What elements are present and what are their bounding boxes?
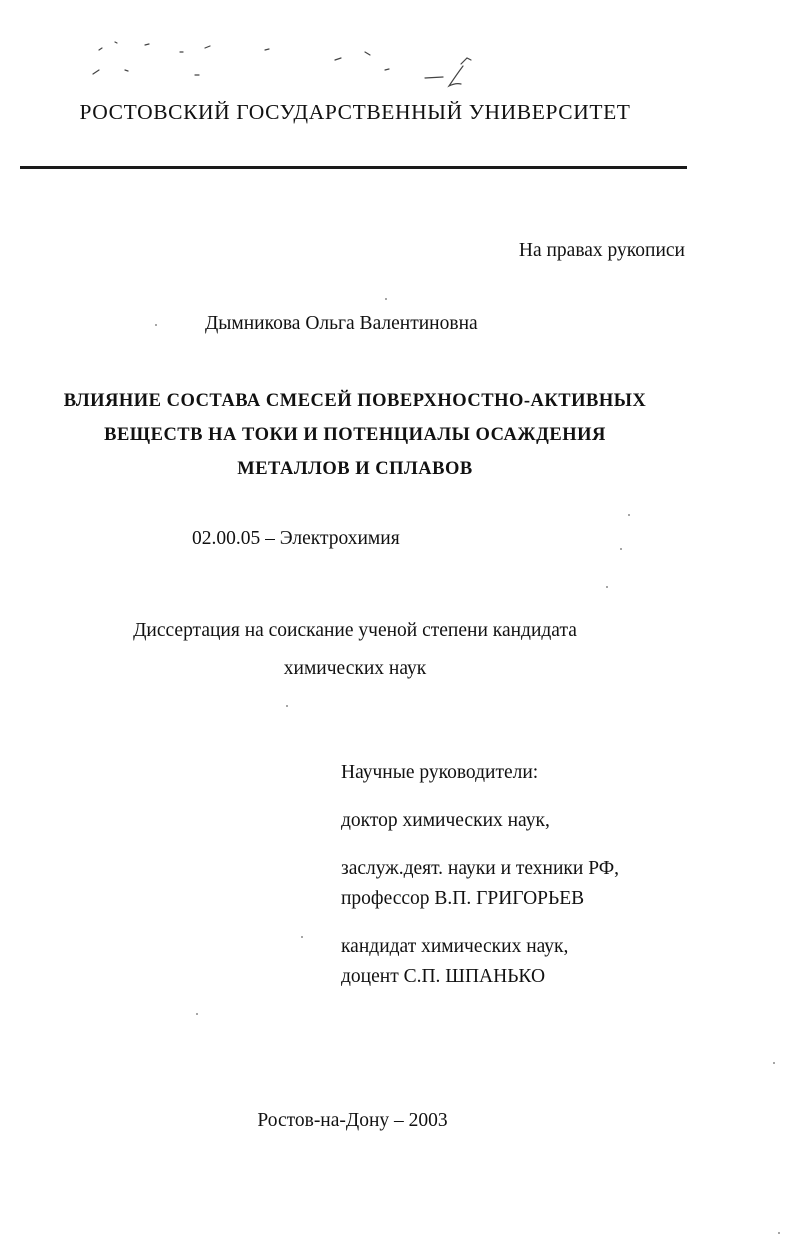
scan-speck [286, 705, 288, 707]
scan-speck [773, 1062, 775, 1064]
title-line: ВЕЩЕСТВ НА ТОКИ И ПОТЕНЦИАЛЫ ОСАЖДЕНИЯ [104, 425, 606, 445]
author-name: Дымникова Ольга Валентиновна [205, 313, 478, 334]
scan-speck [628, 514, 630, 516]
title-line: МЕТАЛЛОВ И СПЛАВОВ [237, 459, 473, 479]
scan-speck [620, 548, 622, 550]
advisor1-honor: заслуж.деят. науки и техники РФ, [341, 858, 619, 879]
scan-speck [385, 298, 387, 300]
dissertation-title [0, 384, 710, 486]
advisor2-name: доцент С.П. ШПАНЬКО [341, 966, 546, 987]
scan-speck [606, 586, 608, 588]
scan-speck [778, 1232, 780, 1234]
title-line: ВЛИЯНИЕ СОСТАВА СМЕСЕЙ ПОВЕРХНОСТНО-АКТИВНЫХ [63, 391, 647, 411]
degree-line: химических наук [283, 658, 427, 679]
specialty-code: 02.00.05 – Электрохимия [192, 528, 400, 549]
scan-speck [301, 936, 303, 938]
scan-speck [155, 324, 157, 326]
advisors-block [341, 758, 619, 992]
handwritten-mark [85, 30, 485, 95]
degree-line: Диссертация на соискание ученой степени кандидата [133, 620, 577, 641]
advisor2-degree: кандидат химических наук, [341, 936, 569, 957]
university-name: РОСТОВСКИЙ ГОСУДАРСТВЕННЫЙ УНИВЕРСИТЕТ [79, 100, 631, 124]
scan-speck [196, 1013, 198, 1015]
advisor1-name: профессор В.П. ГРИГОРЬЕВ [341, 888, 585, 909]
advisor1-degree: доктор химических наук, [341, 810, 550, 831]
degree-statement [0, 612, 710, 688]
manuscript-rights-note: На правах рукописи [518, 240, 685, 261]
header-divider [20, 166, 687, 169]
city-year: Ростов-на-Дону – 2003 [257, 1110, 448, 1131]
advisors-heading: Научные руководители: [341, 762, 539, 783]
